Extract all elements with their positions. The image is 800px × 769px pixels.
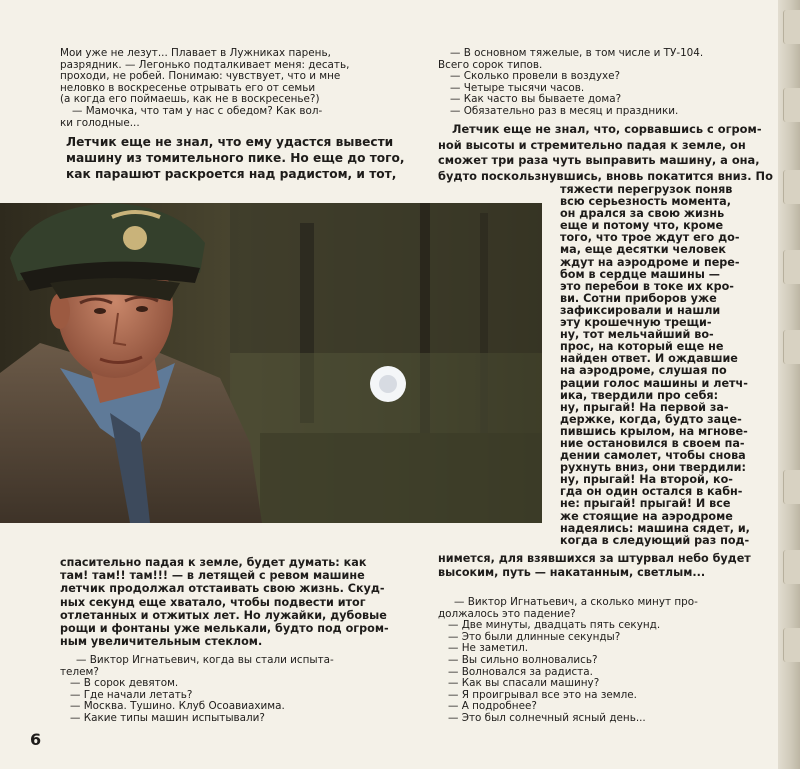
dialogue-line: — Вы сильно волновались?	[448, 653, 598, 666]
dialogue-line: — Это были длинные секунды?	[448, 630, 621, 643]
dialogue-line: — В основном тяжелые, в том числе и ТУ-104.	[450, 47, 704, 59]
dialogue-line: — Я проигрывал все это на земле.	[448, 688, 637, 701]
text-line: рухнуть вниз, они твердили:	[560, 461, 746, 475]
text-line: надеялись: машина сядет, и,	[560, 521, 750, 535]
pilot-photo-illustration	[0, 203, 542, 523]
text-line: Летчик еще не знал, что ему удастся вывести	[66, 135, 394, 149]
text-line: зафиксировали и нашли	[560, 303, 721, 317]
dialogue-line: — Две минуты, двадцать пять секунд.	[448, 619, 661, 632]
text-line: того, что трое ждут его до-	[560, 231, 740, 245]
dialogue-line: — Как часто вы бываете дома?	[450, 93, 622, 106]
text-line: же стоящие на аэродроме	[560, 509, 733, 523]
text-line: ика, твердили про себя:	[560, 388, 719, 402]
text-line: машину из томительного пике. Но еще до того,	[66, 151, 405, 165]
text-line: разрядник. — Легонько подталкивает меня: десать,	[60, 58, 350, 71]
dialogue-line: — Где начали летать?	[70, 688, 193, 701]
dialogue-line: — Как вы спасали машину?	[448, 677, 600, 690]
left-dialogue	[60, 654, 370, 725]
text-line: отлетанных и отжитых лет. Но лужайки, дубовые	[60, 608, 387, 622]
dialogue-line: должалось это падение?	[438, 607, 576, 620]
right-top-dialogue	[438, 48, 758, 118]
right-lead-end	[438, 552, 758, 579]
dialogue-line: — В сорок девятом.	[70, 677, 179, 690]
text-line: дении самолет, чтобы снова	[560, 449, 746, 463]
page-tab	[783, 470, 800, 504]
text-line: эту крошечную трещи-	[560, 316, 712, 330]
page-number: 6	[30, 730, 42, 749]
text-line: сможет три раза чуть выправить машину, а она,	[438, 153, 760, 168]
text-line: высоким, путь — накатанным, светлым...	[438, 565, 706, 579]
text-line: ние остановился в своем па-	[560, 436, 745, 450]
right-narrow-column	[560, 184, 760, 547]
right-lead-paragraph	[438, 122, 773, 184]
dialogue-line: — Какие типы машин испытывали?	[70, 711, 265, 724]
text-line: ждут на аэродроме и пере-	[560, 255, 740, 269]
text-line: это перебои в токе их кро-	[560, 279, 734, 293]
dialogue-line: — Обязательно раз в месяц и праздники.	[450, 104, 679, 117]
text-line: будто поскользнувшись, вновь покатится вниз. По	[438, 168, 773, 183]
page-tab	[783, 550, 800, 584]
text-line: (а когда его поймаешь, как не в воскресенье?)	[60, 93, 320, 106]
dialogue-line: — Волновался за радиста.	[448, 665, 593, 678]
text-line: всю серьезность момента,	[560, 195, 731, 209]
text-line: неловко в воскресенье отрывать его от семьи	[60, 81, 316, 94]
text-line: он дрался за свою жизнь	[560, 207, 725, 221]
text-line: ки голодные...	[60, 116, 140, 129]
text-line: гда он один остался в кабн-	[560, 485, 743, 499]
dialogue-line: — А подробнее?	[448, 700, 537, 713]
text-line: рации голос машины и летч-	[560, 376, 748, 390]
text-line: проходи, не робей. Понимаю: чувствует, что и мне	[60, 70, 341, 83]
text-line: найден ответ. И ождавшие	[560, 352, 738, 366]
text-line: летчик продолжал отстаивать свою жизнь. Скуд-	[60, 582, 385, 596]
right-dialogue	[438, 596, 758, 725]
left-lead-paragraph	[66, 134, 405, 182]
text-line: как парашют раскроется над радистом, и тот,	[66, 167, 397, 181]
text-line: когда в следующий раз под-	[560, 533, 750, 547]
text-line: нимется, для взявшихся за штурвал небо будет	[438, 552, 751, 565]
page-tab	[783, 170, 800, 204]
dialogue-line: — Четыре тысячи часов.	[450, 81, 585, 94]
text-line: ну, прыгай! На второй, ко-	[560, 473, 733, 487]
text-line: тяжести перегрузок поняв	[560, 183, 733, 196]
page-tab	[783, 88, 800, 122]
left-bottom-paragraph	[60, 556, 389, 649]
text-line: держке, когда, будто заце-	[560, 412, 742, 426]
dialogue-line: — Виктор Игнатьевич, когда вы стали испыта-	[76, 654, 334, 666]
text-line: рощи и фонтаны уже мелькали, будто под огром-	[60, 622, 389, 636]
text-line: еще и потому что, кроме	[560, 219, 724, 233]
text-line: ма, еще десятки человек	[560, 243, 726, 257]
dialogue-line: телем?	[60, 665, 99, 678]
text-line: — Мамочка, что там у нас с обедом? Как вол-	[72, 104, 323, 117]
page-tab	[783, 10, 800, 44]
dialogue-line: — Не заметил.	[448, 642, 529, 655]
dialogue-line: Всего сорок типов.	[438, 58, 543, 71]
text-line: ных секунд еще хватало, чтобы подвести итог	[60, 595, 366, 609]
text-line: Летчик еще не знал, что, сорвавшись с огром-	[452, 122, 762, 136]
page-tab	[783, 250, 800, 284]
pilot-photo	[0, 203, 542, 523]
text-line: бом в сердце машины —	[560, 267, 720, 281]
text-line: ну, прыгай! На первой за-	[560, 400, 729, 414]
text-line: ну, тот мельчайший во-	[560, 328, 714, 342]
text-line: прос, на который еще не	[560, 340, 724, 354]
dialogue-line: — Виктор Игнатьевич, а сколько минут про-	[454, 596, 698, 608]
text-line: пившись крылом, на мгнове-	[560, 424, 748, 438]
text-line: там! там!! там!!! — в летящей с ревом машине	[60, 569, 365, 583]
left-top-paragraph	[60, 48, 360, 129]
text-line: ным увеличительным стеклом.	[60, 635, 263, 649]
text-line: спасительно падая к земле, будет думать: как	[60, 556, 367, 569]
text-line: на аэродроме, слушая по	[560, 364, 727, 378]
text-line: Мои уже не лезут... Плавает в Лужниках парень,	[60, 47, 331, 59]
page-tab	[783, 628, 800, 662]
dialogue-line: — Сколько провели в воздухе?	[450, 70, 621, 83]
text-line: ви. Сотни приборов уже	[560, 291, 717, 305]
text-line: не: прыгай! прыгай! И все	[560, 497, 731, 511]
text-line: ной высоты и стремительно падая к земле, он	[438, 137, 746, 152]
dialogue-line: — Москва. Тушино. Клуб Осоавиахима.	[70, 700, 285, 713]
page-tab	[783, 330, 800, 364]
dialogue-line: — Это был солнечный ясный день...	[448, 711, 646, 724]
